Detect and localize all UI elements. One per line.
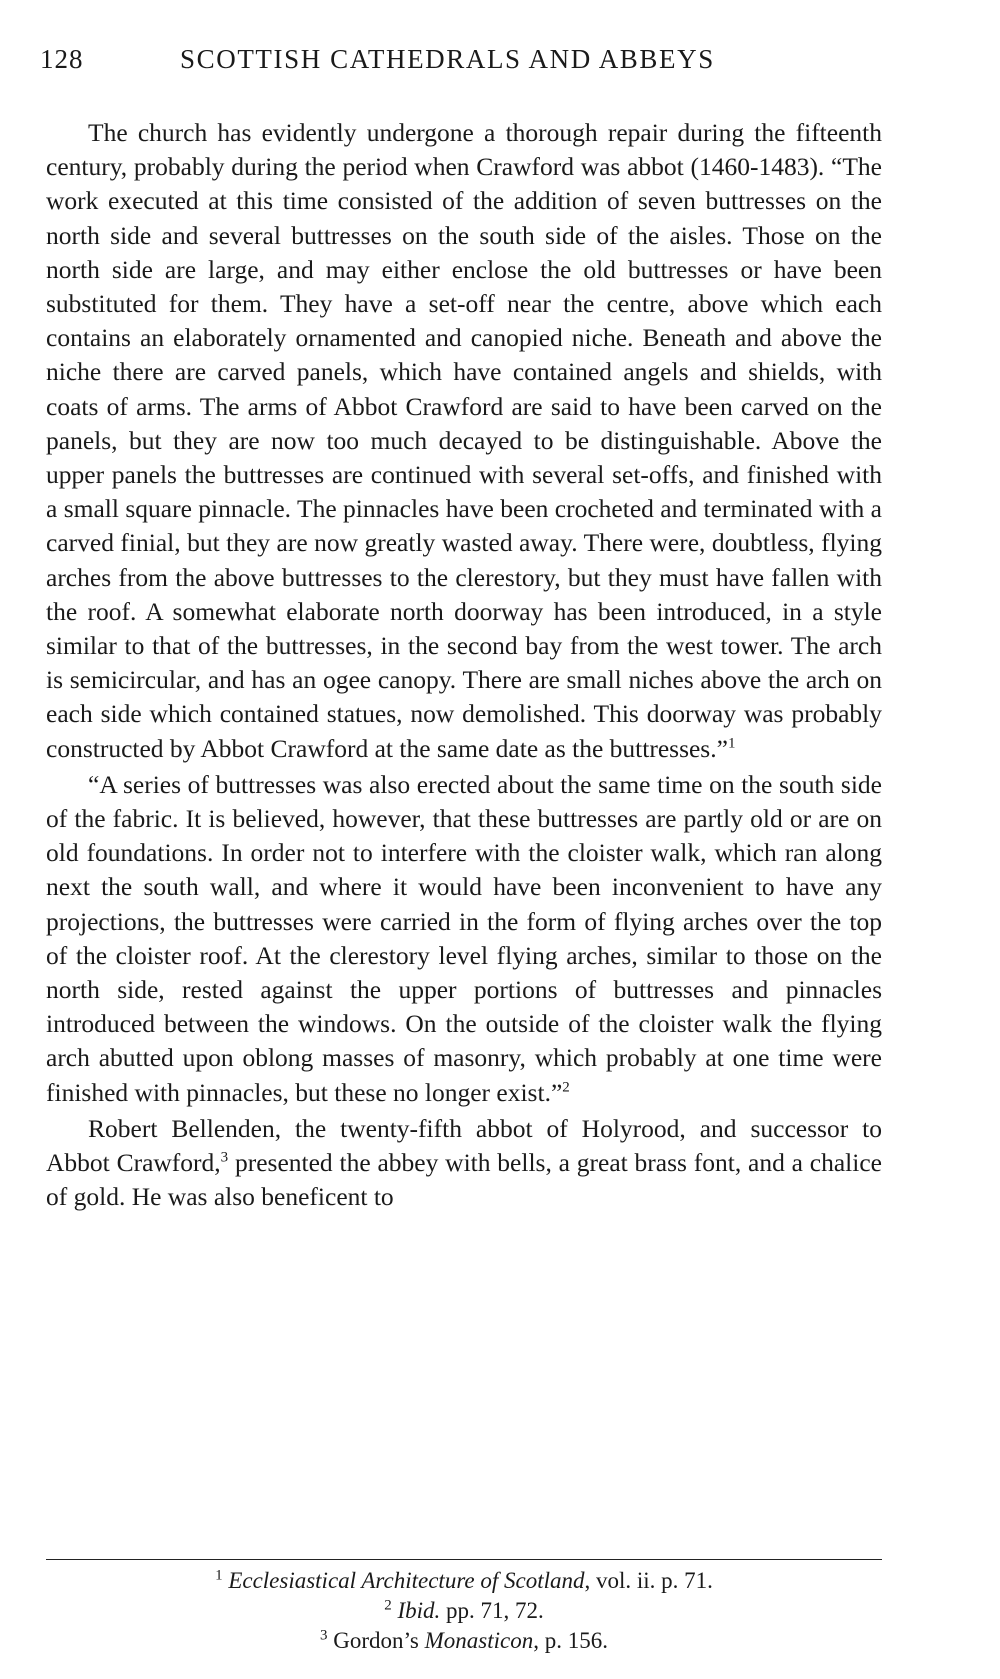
paragraph — [46, 1112, 882, 1215]
page-header — [40, 44, 900, 88]
page-number: 128 — [40, 44, 84, 74]
footnote — [46, 1626, 882, 1656]
footnote-divider — [46, 1559, 882, 1560]
paragraph-text: presented the abbey with bells, a great brass font, and a chalice of gold. He was also beneficent to — [46, 1148, 882, 1212]
body-text — [46, 116, 882, 1217]
footnote-ref: 3 — [220, 1149, 229, 1166]
paragraph-text: “A series of buttresses was also erected about the same time on the south side of the fabric. It is believed, however, that these buttresses are partly old or are on old foundations. In order not to interfere with the cloister walk, which ran along next the south wall, and where it would have been inconvenient to have any projections, the buttresses were carried in the form of flying arches over the top of the cloister roof. At the clerestory level flying arches, similar to those on the north side, rested against the upper portions of buttresses and pinnacles introduced between the windows. On the outside of the cloister walk the flying arch abutted upon oblong masses of masonry, which probably at one time were finished with pinnacles, but these no longer exist.” — [46, 769, 882, 1107]
footnotes — [46, 1566, 882, 1656]
footnote-text: Gordon’s — [333, 1628, 425, 1653]
footnote-ref: 2 — [562, 1079, 570, 1096]
paragraph — [46, 768, 882, 1110]
paragraph-text: The church has evidently undergone a thorough repair during the fifteenth century, probably during the period when Crawford was abbot (1460-1483). “The work executed at this time consisted of the addition of seven buttresses on the north side and several buttresses on the south side of the aisles. Those on the north side are large, and may either enclose the old buttresses or have been substituted for them. They have a set-off near the centre, above which each contains an elaborately ornamented and canopied niche. Beneath and above the niche there are carved panels, which have contained angels and shields, with coats of arms. The arms of Abbot Crawford are said to have been carved on the panels, but they are now too much decayed to be distinguishable. Above the upper panels the buttresses are continued with several set-offs, and finished with a small square pinnacle. The pinnacles have been crocheted and terminated with a carved finial, but they are now greatly wasted away. There were, doubtless, flying arches from the above buttresses to the clerestory, but they must have fallen with the roof. A somewhat elaborate north doorway has been introduced, in a style similar to that of the buttresses, in the second bay from the west tower. The arch is semicircular, and has an ogee canopy. There are small niches above the arch on each side which contained statues, now demolished. This doorway was probably constructed by Abbot Crawford at the same date as the buttresses.” — [46, 118, 882, 763]
footnote-mark: 3 — [320, 1627, 328, 1644]
footnote-text: , vol. ii. p. 71. — [584, 1568, 713, 1593]
footnote — [46, 1596, 882, 1626]
running-title: SCOTTISH CATHEDRALS AND ABBEYS — [180, 44, 715, 74]
footnote — [46, 1566, 882, 1596]
footnote-mark: 1 — [215, 1567, 223, 1584]
paragraph-text: Robert Bellenden, the twenty-fifth abbot of Holyrood, and successor to Abbot Crawford, — [46, 1113, 882, 1178]
footnote-text: , p. 156. — [533, 1628, 608, 1653]
footnote-title: Ecclesiastical Architecture of Scotland — [228, 1568, 585, 1593]
paragraph — [46, 116, 882, 766]
footnote-ref: 1 — [727, 735, 736, 752]
footnote-mark: 2 — [384, 1597, 392, 1614]
footnote-text: pp. 71, 72. — [440, 1598, 544, 1623]
footnote-title: Ibid. — [397, 1598, 441, 1623]
footnote-title: Monasticon — [424, 1628, 534, 1653]
